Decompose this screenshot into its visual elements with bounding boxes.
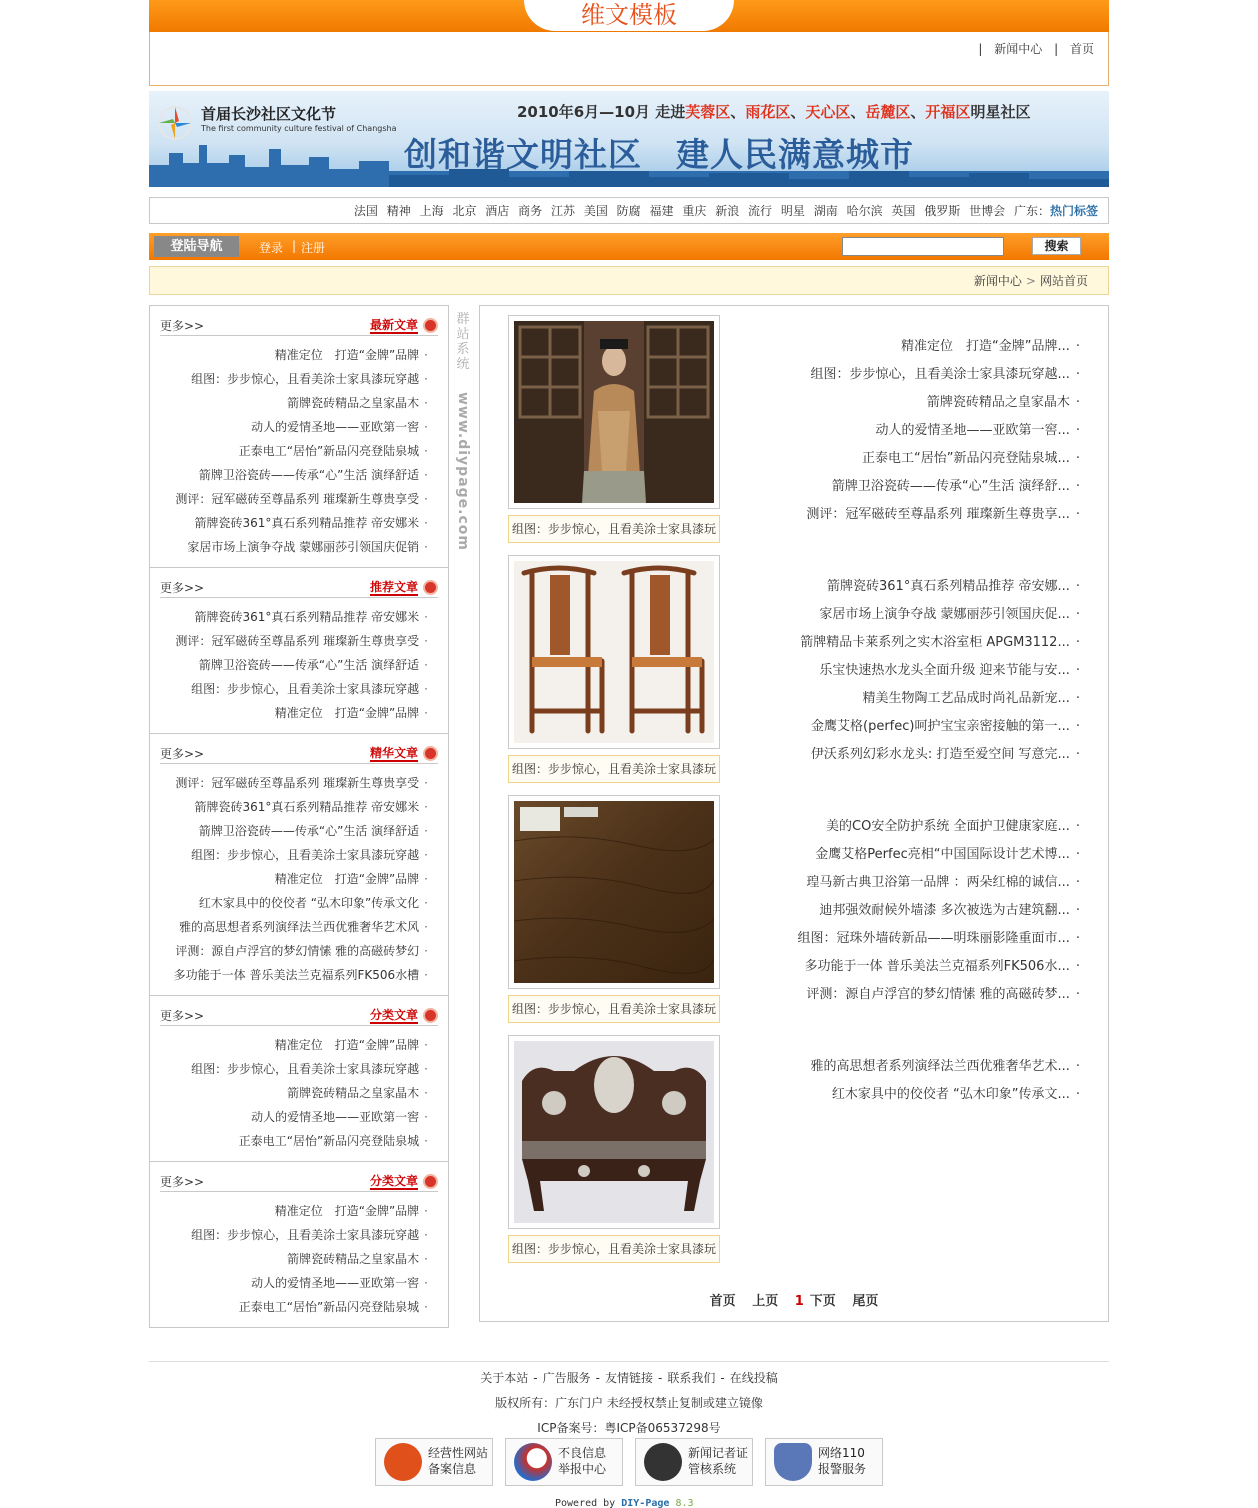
list-item[interactable]: 美的CO安全防护系统 全面护卫健康家庭... · xyxy=(826,819,1080,834)
sidebar xyxy=(149,305,449,1328)
site-title-tab xyxy=(524,0,734,31)
list-item[interactable]: 箭牌瓷砖361°真石系列精品推荐 帝安娜... · xyxy=(827,579,1080,594)
list-item[interactable]: 组图：步步惊心，且看美涂士家具漆玩穿越 · xyxy=(191,372,428,386)
top-links: | 新闻中心 | 首页 xyxy=(978,42,1094,56)
list-item[interactable]: 动人的爱情圣地——亚欧第一窖 · xyxy=(251,420,428,434)
sidebar-box-recommended xyxy=(149,568,449,734)
report-center-icon xyxy=(514,1443,552,1481)
box-title: 分类文章 xyxy=(369,1008,418,1022)
wood-grain-panel-image xyxy=(514,801,714,983)
list-item[interactable]: 家居市场上演争夺战 蒙娜丽莎引领国庆促销 · xyxy=(187,540,428,554)
list-item[interactable]: 瑝马新古典卫浴第一品牌 ：两朵红棉的诚信... · xyxy=(806,875,1080,890)
register-link[interactable]: 注册 xyxy=(301,241,326,255)
watermark-url: www.diypage.com xyxy=(455,392,471,551)
list-item[interactable]: 红木家具中的佼佼者 “弘木印象”传承文化 · xyxy=(198,896,428,910)
badge-business-site[interactable]: 经营性网站 备案信息 xyxy=(375,1438,493,1486)
list-item[interactable]: 精准定位 打造“金牌”品牌 · xyxy=(274,872,428,886)
list-item[interactable]: 箭牌瓷砖精品之皇家晶木 · xyxy=(287,1086,428,1100)
district: 岳麓区 xyxy=(865,103,911,121)
footer-link[interactable]: 联系我们 xyxy=(667,1371,716,1385)
list-item[interactable]: 精准定位 打造“金牌”品牌 · xyxy=(274,706,428,720)
list-item[interactable]: 测评：冠军磁砖至尊晶系列 璀璨新生尊贵享受 · xyxy=(175,492,428,506)
page-first[interactable]: 首页 xyxy=(709,1294,736,1309)
pagination xyxy=(480,1290,1108,1309)
page-prev[interactable]: 上页 xyxy=(752,1294,779,1309)
tag-link[interactable]: 世博会 xyxy=(969,204,1006,218)
badge-journalist-cert[interactable]: 新闻记者证 管核系统 xyxy=(635,1438,753,1486)
thumbnail[interactable] xyxy=(508,315,720,509)
tag-link[interactable]: 明星 xyxy=(780,204,805,218)
banner[interactable] xyxy=(149,91,1109,187)
box-title: 最新文章 xyxy=(369,318,418,332)
tag-link[interactable]: 重庆 xyxy=(682,204,707,218)
footer-link[interactable]: 关于本站 xyxy=(480,1371,529,1385)
page-last[interactable]: 尾页 xyxy=(852,1294,879,1309)
search-input[interactable] xyxy=(842,237,1004,256)
tag-link[interactable]: 福建 xyxy=(649,204,674,218)
top-bar xyxy=(149,0,1109,32)
sidebar-box-latest xyxy=(149,305,449,568)
breadcrumb-home[interactable]: 网站首页 xyxy=(1039,274,1088,288)
national-emblem-icon xyxy=(644,1443,682,1481)
tag-link[interactable]: 精神 xyxy=(386,204,411,218)
list-item[interactable]: 测评：冠军磁砖至尊晶系列 璀璨新生尊贵享... · xyxy=(806,507,1080,522)
district: 开福区 xyxy=(925,103,971,121)
list-item[interactable]: 组图：步步惊心，且看美涂士家具漆玩穿越 · xyxy=(191,1062,428,1076)
list-item[interactable]: 正泰电工“居怡”新品闪亮登陆泉城 · xyxy=(238,444,428,458)
list-item[interactable]: 正泰电工“居怡”新品闪亮登陆泉城 · xyxy=(238,1300,428,1314)
rosewood-armchairs-image xyxy=(514,561,714,743)
login-link[interactable]: 登录 xyxy=(259,241,284,255)
list-item[interactable]: 箭牌瓷砖361°真石系列精品推荐 帝安娜米 · xyxy=(194,800,428,814)
more-link[interactable]: 更多>> xyxy=(160,581,205,595)
powered-brand[interactable]: DIY-Page xyxy=(621,1498,670,1508)
bullet-icon xyxy=(423,580,438,595)
list-item[interactable]: 箭牌卫浴瓷砖——传承“心”生活 演绎舒... · xyxy=(831,479,1080,494)
list-item[interactable]: 精美生物陶工艺品成时尚礼品新宠... · xyxy=(862,691,1080,706)
footer xyxy=(149,1361,1109,1508)
tag-link[interactable]: 哈尔滨 xyxy=(846,204,883,218)
list-item[interactable]: 精准定位 打造“金牌”品牌 · xyxy=(274,1038,428,1052)
list-item[interactable]: 金鹰艾格Perfec亮相“中国国际设计艺术博... · xyxy=(815,847,1080,862)
header-box xyxy=(149,32,1109,86)
bullet-icon xyxy=(423,318,438,333)
hot-tags-label[interactable]: 热门标签 xyxy=(1049,204,1098,218)
list-item[interactable]: 箭牌卫浴瓷砖——传承“心”生活 演绎舒适 · xyxy=(198,658,428,672)
banner-slogan: 创和谐文明社区 建人民满意城市 xyxy=(404,135,914,174)
list-item[interactable]: 评测：源自卢浮宫的梦幻情愫 雅的高磁砖梦幻 · xyxy=(175,944,428,958)
list-item[interactable]: 组图：步步惊心，且看美涂士家具漆玩穿越 · xyxy=(191,682,428,696)
list-item[interactable]: 箭牌瓷砖361°真石系列精品推荐 帝安娜米 · xyxy=(194,516,428,530)
carved-daybed-image xyxy=(514,1041,714,1223)
footer-links: 关于本站 - 广告服务 - 友情链接 - 联系我们 - 在线投稿 xyxy=(480,1371,778,1385)
tag-link[interactable]: 江苏 xyxy=(550,204,575,218)
tag-link[interactable]: 防腐 xyxy=(616,204,641,218)
list-item[interactable]: 多功能于一体 普乐美法兰克福系列FK506水槽 · xyxy=(173,968,428,982)
list-item[interactable]: 测评：冠军磁砖至尊晶系列 璀璨新生尊贵享受 · xyxy=(175,634,428,648)
thumbnail-caption[interactable]: 组图：步步惊心，且看美涂士家具漆玩 xyxy=(508,995,720,1023)
list-item[interactable]: 动人的爱情圣地——亚欧第一窖 · xyxy=(251,1276,428,1290)
tag-link[interactable]: 法国 xyxy=(353,204,378,218)
list-item[interactable]: 雅的高思想者系列演绎法兰西优雅奢华艺术... · xyxy=(810,1059,1080,1074)
list-item[interactable]: 正泰电工“居怡”新品闪亮登陆泉城... · xyxy=(861,451,1080,466)
chevron-right-icon: > xyxy=(1025,274,1036,288)
list-item[interactable]: 多功能于一体 普乐美法兰克福系列FK506水... · xyxy=(804,959,1080,974)
thumbnail-caption[interactable]: 组图：步步惊心，且看美涂士家具漆玩 xyxy=(508,755,720,783)
tag-link[interactable]: 酒店 xyxy=(485,204,510,218)
tag-link[interactable]: 英国 xyxy=(891,204,916,218)
qing-costume-figure-image xyxy=(514,321,714,503)
festival-logo-subtitle: The first community culture festival of Changsha xyxy=(201,124,397,133)
festival-logo-text: 首届长沙社区文化节 xyxy=(201,105,337,123)
box-title: 分类文章 xyxy=(369,1174,418,1188)
district: 天心区 xyxy=(805,103,851,121)
copyright: 版权所有：广东门户 未经授权禁止复制或建立镜像 xyxy=(495,1396,763,1410)
more-link[interactable]: 更多>> xyxy=(160,1009,205,1023)
thumbnail-caption[interactable]: 组图：步步惊心，且看美涂士家具漆玩 xyxy=(508,1235,720,1263)
badge-report-center[interactable]: 不良信息 举报中心 xyxy=(505,1438,623,1486)
list-item[interactable]: 迪邦强效耐候外墙漆 多次被选为古建筑翻... · xyxy=(819,903,1080,918)
thumbnail[interactable] xyxy=(508,555,720,749)
list-item[interactable]: 乐宝快速热水龙头全面升级 迎来节能与安... · xyxy=(819,663,1080,678)
list-item[interactable]: 正泰电工“居怡”新品闪亮登陆泉城 · xyxy=(238,1134,428,1148)
sidebar-box-category-2 xyxy=(149,1162,449,1328)
tag-link[interactable]: 商务 xyxy=(518,204,543,218)
list-item[interactable]: 箭牌瓷砖精品之皇家晶木 · xyxy=(287,1252,428,1266)
thumbnail[interactable] xyxy=(508,795,720,989)
link-news-center[interactable]: 新闻中心 xyxy=(994,42,1043,56)
sidebar-box-featured xyxy=(149,734,449,996)
list-item[interactable]: 组图：步步惊心，且看美涂士家具漆玩穿越 · xyxy=(191,1228,428,1242)
hot-tags-bar: 法国 精神 上海 北京 酒店 商务 江苏 美国 防腐 福建 重庆 新浪 流行 明星 湖南 哈尔滨 英国 俄罗斯 世博会 广东：热门标签 xyxy=(149,197,1109,224)
more-link[interactable]: 更多>> xyxy=(160,747,205,761)
list-item[interactable]: 组图：步步惊心，且看美涂士家具漆玩穿越 · xyxy=(191,848,428,862)
more-link[interactable]: 更多>> xyxy=(160,1175,205,1189)
page-next[interactable]: 下页 xyxy=(809,1294,836,1309)
list-item[interactable]: 精准定位 打造“金牌”品牌 · xyxy=(274,348,428,362)
list-item[interactable]: 红木家具中的佼佼者 “弘木印象”传承文... · xyxy=(831,1087,1080,1102)
tag-link[interactable]: 流行 xyxy=(748,204,773,218)
footer-link[interactable]: 广告服务 xyxy=(542,1371,591,1385)
box-title: 推荐文章 xyxy=(369,580,418,594)
tag-link[interactable]: 广东 xyxy=(1013,204,1038,218)
main-content xyxy=(479,305,1109,1322)
tag-link[interactable]: 上海 xyxy=(419,204,444,218)
tag-link[interactable]: 湖南 xyxy=(813,204,838,218)
list-item[interactable]: 动人的爱情圣地——亚欧第一窖 · xyxy=(251,1110,428,1124)
breadcrumb-news-center[interactable]: 新闻中心 xyxy=(973,274,1022,288)
thumbnail-caption[interactable]: 组图：步步惊心，且看美涂士家具漆玩 xyxy=(508,515,720,543)
bullet-icon xyxy=(423,746,438,761)
footer-link[interactable]: 在线投稿 xyxy=(729,1371,778,1385)
more-link[interactable]: 更多>> xyxy=(160,319,205,333)
bullet-icon xyxy=(423,1174,438,1189)
list-item[interactable]: 金鹰艾格(perfec)呵护宝宝亲密接触的第一... · xyxy=(811,719,1080,734)
icp-number: ICP备案号：粤ICP备06537298号 xyxy=(537,1421,721,1435)
list-item[interactable]: 箭牌瓷砖精品之皇家晶木 · xyxy=(287,396,428,410)
watermark-text: 群站系统 xyxy=(456,312,470,372)
police-shield-icon xyxy=(774,1443,812,1481)
tag-link[interactable]: 俄罗斯 xyxy=(924,204,961,218)
list-item[interactable]: 动人的爱情圣地——亚欧第一窖... · xyxy=(875,423,1080,438)
tag-link[interactable]: 美国 xyxy=(583,204,608,218)
tag-link[interactable]: 新浪 xyxy=(715,204,740,218)
thumbnail[interactable] xyxy=(508,1035,720,1229)
list-item[interactable]: 精准定位 打造“金牌”品牌... · xyxy=(900,339,1080,354)
login-nav-title: 登陆导航 xyxy=(154,236,239,257)
footer-link[interactable]: 友情链接 xyxy=(604,1371,653,1385)
tag-link[interactable]: 北京 xyxy=(452,204,477,218)
vertical-watermark xyxy=(455,312,471,551)
list-item[interactable]: 箭牌瓷砖精品之皇家晶木 · xyxy=(926,395,1080,410)
page-current: 1 xyxy=(794,1294,804,1309)
list-item[interactable]: 评测：源自卢浮宫的梦幻情愫 雅的高磁砖梦... · xyxy=(806,987,1080,1002)
business-site-icon xyxy=(384,1443,422,1481)
list-item[interactable]: 家居市场上演争夺战 蒙娜丽莎引领国庆促... · xyxy=(819,607,1080,622)
list-item[interactable]: 伊沃系列幻彩水龙头: 打造至爱空间 写意完... · xyxy=(810,747,1080,762)
list-item[interactable]: 精准定位 打造“金牌”品牌 · xyxy=(274,1204,428,1218)
list-item[interactable]: 组图：冠珠外墙砖新品——明珠丽影隆重面市... · xyxy=(797,931,1080,946)
list-item[interactable]: 雅的高思想者系列演绎法兰西优雅奢华艺术风 · xyxy=(179,920,428,934)
district: 芙蓉区 xyxy=(685,103,731,121)
bullet-icon xyxy=(423,1008,438,1023)
box-title: 精华文章 xyxy=(369,746,418,760)
breadcrumb xyxy=(149,266,1109,295)
sidebar-box-category xyxy=(149,996,449,1162)
list-item[interactable]: 箭牌卫浴瓷砖——传承“心”生活 演绎舒适 · xyxy=(198,468,428,482)
badge-police-110[interactable]: 网络110 报警服务 xyxy=(765,1438,883,1486)
site-title: 维文模板 xyxy=(581,1,677,29)
list-item[interactable]: 箭牌精品卡莱系列之实木浴室柜 APGM3112... · xyxy=(800,635,1080,650)
list-item[interactable]: 箭牌瓷砖361°真石系列精品推荐 帝安娜米 · xyxy=(194,610,428,624)
banner-date: 2010年6月—10月 走进芙蓉区、雨花区、天心区、岳麓区、开福区明星社区 xyxy=(517,103,1031,121)
list-item[interactable]: 箭牌卫浴瓷砖——传承“心”生活 演绎舒适 · xyxy=(198,824,428,838)
link-home[interactable]: 首页 xyxy=(1069,42,1094,56)
search-button[interactable]: 搜索 xyxy=(1032,237,1081,255)
login-nav-bar: 登陆导航 登录 | 注册 搜索 xyxy=(149,233,1109,260)
powered-by: Powered by DIY-Page 8.3 xyxy=(555,1498,694,1508)
district: 雨花区 xyxy=(745,103,791,121)
list-item[interactable]: 组图：步步惊心，且看美涂士家具漆玩穿越... · xyxy=(810,367,1080,382)
list-item[interactable]: 测评：冠军磁砖至尊晶系列 璀璨新生尊贵享受 · xyxy=(175,776,428,790)
